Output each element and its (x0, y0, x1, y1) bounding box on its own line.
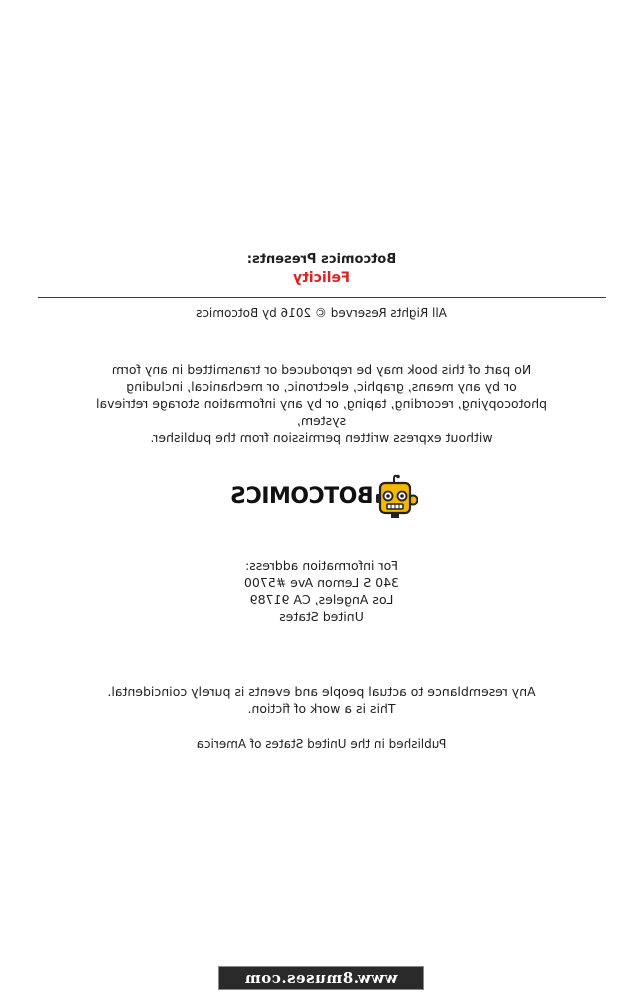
information-address (0, 557, 643, 625)
legal-line: system, (296, 413, 347, 428)
copyright-line: All Rights Reserved © 2016 by Botcomics (196, 306, 447, 320)
botcomics-logo (226, 474, 418, 520)
legal-line: photocopying, recording, taping, or by any information storage retrieval (95, 396, 548, 411)
presents-heading: Botcomics Presents: (246, 252, 397, 267)
address-city: Los Angeles, CA 91789 (249, 592, 394, 607)
fiction-disclaimer (0, 683, 643, 717)
address-country: United States (279, 609, 364, 624)
book-title: Felicity (293, 270, 351, 286)
disclaimer-line: Any resemblance to actual people and events is purely coincidental. (107, 684, 536, 699)
disclaimer-line: This is a work of fiction. (247, 701, 396, 716)
published-line: Published in the United States of America (196, 737, 447, 751)
divider (38, 297, 606, 298)
logo-wordmark: BOTCOMICS (230, 484, 374, 509)
robot-head-icon (374, 474, 418, 520)
address-street: 340 S Lemon Ave #5700 (243, 575, 400, 590)
address-heading: For information address: (245, 558, 398, 573)
legal-line: or by any means, graphic, electronic, or mechanical, including (126, 379, 517, 394)
watermark: www.8muses.com (218, 966, 424, 990)
legal-notice (60, 361, 583, 446)
legal-line: without express written permission from the publisher. (150, 430, 493, 445)
legal-line: No part of this book may be reproduced or transmitted in any form (111, 362, 532, 377)
